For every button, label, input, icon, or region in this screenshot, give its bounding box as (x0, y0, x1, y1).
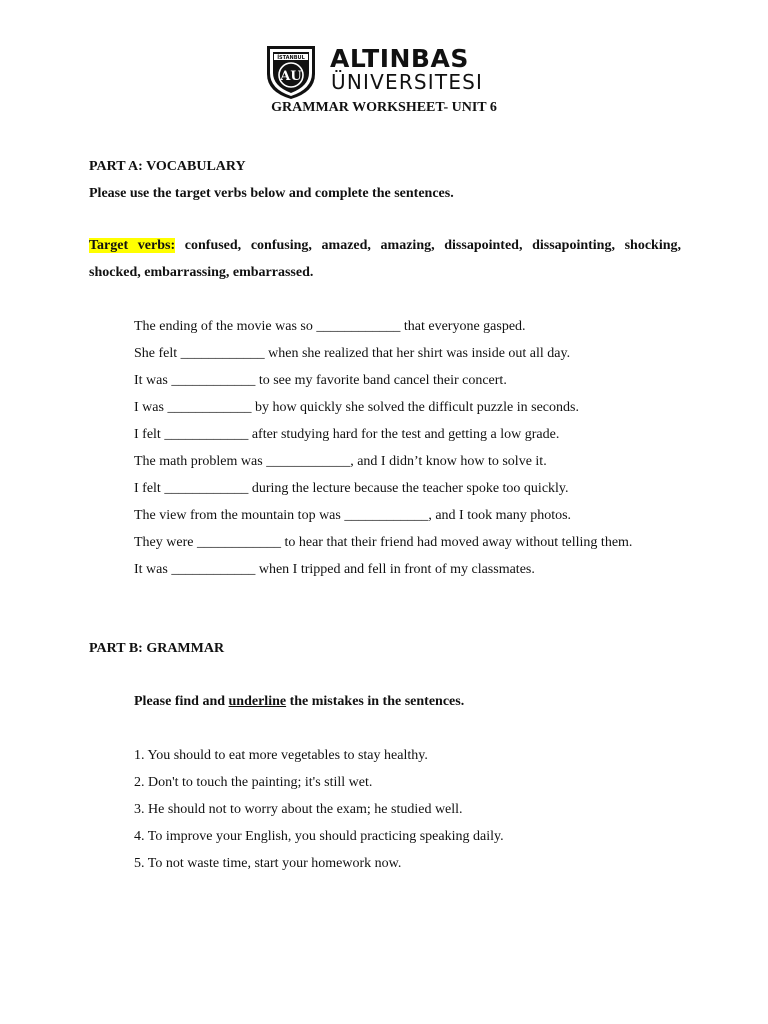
sentence-text-after: that everyone gasped. (400, 319, 526, 334)
grammar-item-4: 4. To improve your English, you should practicing speaking daily. (134, 829, 504, 844)
fill-in-blank[interactable]: ____________ (266, 454, 351, 469)
grammar-item-1: 1. You should to eat more vegetables to stay healthy. (134, 748, 428, 763)
sentence-text-before: The math problem was (134, 454, 267, 469)
sentence-text-after: during the lecture because the teacher spoke too quickly. (248, 481, 569, 496)
sentence-text-before: It was (134, 373, 172, 388)
sentence-text-after: when she realized that her shirt was inside out all day. (264, 346, 571, 361)
sentence-4 (134, 399, 579, 417)
part-b-instruction-underlined: underline (228, 694, 287, 709)
university-shield-logo (265, 44, 317, 100)
sentence-9 (134, 534, 632, 552)
sentence-1 (134, 318, 526, 336)
sentence-text-before: The ending of the movie was so (134, 319, 317, 334)
sentence-text-before: It was (134, 562, 172, 577)
sentence-text-after: to hear that their friend had moved away without telling them. (280, 535, 633, 550)
fill-in-blank[interactable]: ____________ (344, 508, 429, 523)
fill-in-blank[interactable]: ____________ (196, 535, 281, 550)
logo-letters: AU (280, 69, 302, 84)
sentence-2 (134, 345, 570, 363)
brand-subtitle: ÜNIVERSITESI (331, 70, 484, 94)
sentence-text-after: , and I didn’t know how to solve it. (350, 454, 547, 469)
sentence-text-before: I felt (134, 481, 165, 496)
part-a-heading: PART A: VOCABULARY (89, 159, 246, 174)
sentence-text-before: I was (134, 400, 168, 415)
grammar-item-2: 2. Don't to touch the painting; it's still wet. (134, 775, 373, 790)
fill-in-blank[interactable]: ____________ (164, 481, 249, 496)
sentence-7 (134, 480, 569, 498)
sentence-text-after: , and I took many photos. (428, 508, 572, 523)
sentence-text-after: by how quickly she solved the difficult puzzle in seconds. (251, 400, 579, 415)
sentence-text-before: They were (134, 535, 197, 550)
sentence-text-before: She felt (134, 346, 181, 361)
fill-in-blank[interactable]: ____________ (164, 427, 249, 442)
target-verbs-label: Target verbs: (89, 238, 176, 253)
sentence-text-before: I felt (134, 427, 165, 442)
target-verbs-list-1: confused, confusing, amazed, amazing, dissapointed, dissapointing, shocking, (184, 238, 682, 253)
sentence-text-after: to see my favorite band cancel their concert. (255, 373, 507, 388)
fill-in-blank[interactable]: ____________ (180, 346, 265, 361)
sentence-text-after: when I tripped and fell in front of my classmates. (255, 562, 535, 577)
target-verbs-line-1 (89, 237, 681, 255)
grammar-item-5: 5. To not waste time, start your homework now. (134, 856, 402, 871)
sentence-6 (134, 453, 547, 471)
part-b-instruction-before: Please find and (134, 694, 229, 709)
logo-top-text: İSTANBUL (277, 55, 305, 61)
grammar-item-3: 3. He should not to worry about the exam; he studied well. (134, 802, 463, 817)
sentence-5 (134, 426, 559, 444)
sentence-text-before: The view from the mountain top was (134, 508, 345, 523)
part-b-heading: PART B: GRAMMAR (89, 641, 225, 656)
sentence-10 (134, 561, 535, 579)
fill-in-blank[interactable]: ____________ (171, 373, 256, 388)
part-a-instruction: Please use the target verbs below and complete the sentences. (89, 186, 454, 201)
target-verbs-line-2: shocked, embarrassing, embarrassed. (89, 265, 314, 280)
header (0, 44, 768, 100)
fill-in-blank[interactable]: ____________ (316, 319, 401, 334)
part-b-instruction (134, 693, 464, 711)
fill-in-blank[interactable]: ____________ (167, 400, 252, 415)
brand-name: ALTINBAS (330, 44, 469, 73)
sentence-8 (134, 507, 571, 525)
document-title: GRAMMAR WORKSHEET- UNIT 6 (271, 100, 497, 115)
sentence-3 (134, 372, 507, 390)
fill-in-blank[interactable]: ____________ (171, 562, 256, 577)
part-b-instruction-after: the mistakes in the sentences. (286, 694, 465, 709)
sentence-text-after: after studying hard for the test and getting a low grade. (248, 427, 560, 442)
